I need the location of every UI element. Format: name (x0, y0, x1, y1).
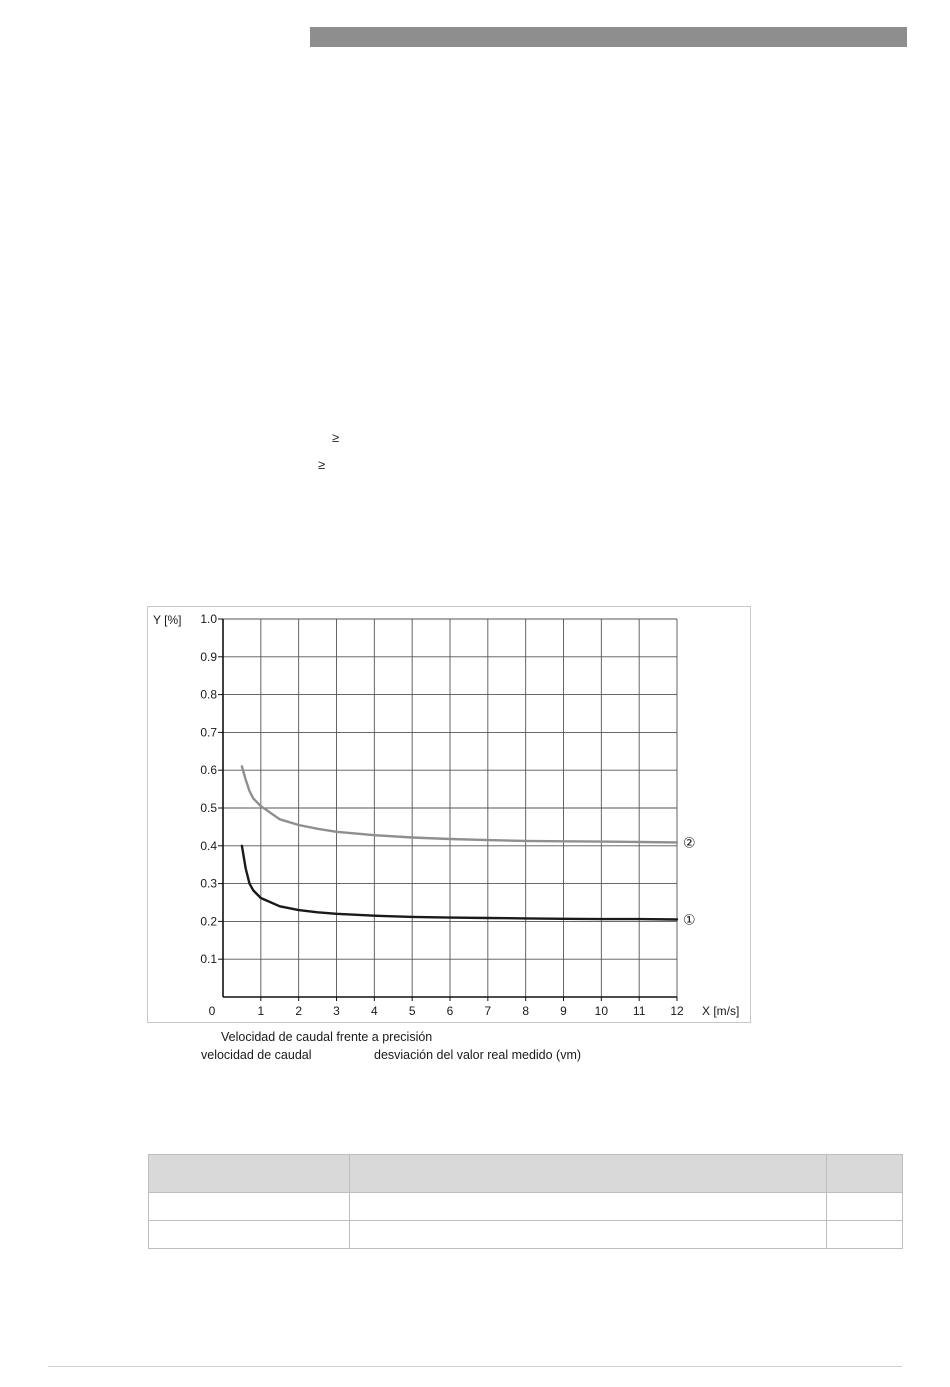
x-tick-label: 6 (446, 1004, 454, 1018)
table-cell (149, 1193, 350, 1221)
table-cell (350, 1221, 827, 1249)
y-tick-label: 0.5 (200, 801, 217, 815)
chart-caption-title: Velocidad de caudal frente a precisión (221, 1030, 433, 1044)
x-tick-label: 0 (208, 1004, 216, 1018)
table-cell (827, 1193, 903, 1221)
x-tick-label: 2 (295, 1004, 303, 1018)
chart-caption-x-desc: velocidad de caudal (201, 1048, 312, 1062)
accuracy-chart (148, 607, 752, 1024)
x-tick-label: 8 (522, 1004, 530, 1018)
greater-equal-symbol: ≥ (318, 457, 326, 472)
y-tick-label: 0.4 (200, 838, 217, 853)
y-axis-label: Y [%] (153, 613, 182, 627)
x-tick-label: 4 (370, 1004, 378, 1018)
y-tick-label: 0.1 (200, 952, 217, 967)
y-tick-label: 0.7 (200, 725, 217, 740)
table-header-row (149, 1155, 903, 1193)
chart-labels (153, 612, 739, 1018)
x-tick-label: 7 (484, 1004, 492, 1018)
series-line (242, 766, 677, 842)
footer-divider (48, 1366, 902, 1367)
spec-table (148, 1154, 903, 1249)
x-tick-label: 11 (632, 1004, 646, 1018)
x-tick-label: 1 (257, 1004, 265, 1018)
y-tick-label: 0.3 (200, 876, 217, 891)
table-cell (350, 1193, 827, 1221)
series-marker-label: ① (683, 912, 696, 929)
table-cell (827, 1221, 903, 1249)
table-header-cell (350, 1155, 827, 1193)
y-tick-label: 0.8 (200, 687, 217, 702)
chart-axes (218, 619, 677, 1001)
table-row (149, 1193, 903, 1221)
x-tick-label: 5 (408, 1004, 416, 1018)
y-tick-label: 0.6 (200, 763, 217, 778)
greater-equal-symbol: ≥ (332, 430, 340, 445)
x-tick-label: 10 (594, 1004, 609, 1018)
table-row (149, 1221, 903, 1249)
table-cell (149, 1221, 350, 1249)
series-line (242, 846, 677, 920)
x-tick-label: 12 (670, 1004, 684, 1018)
header-bar (310, 27, 907, 47)
y-tick-label: 0.2 (200, 914, 217, 929)
y-tick-label: 1.0 (200, 612, 217, 626)
chart-caption-y-desc: desviación del valor real medido (vm) (374, 1048, 582, 1062)
table-header-cell (827, 1155, 903, 1193)
table-header-cell (149, 1155, 350, 1193)
x-axis-label: X [m/s] (702, 1004, 740, 1018)
y-tick-label: 0.9 (200, 649, 217, 664)
x-tick-label: 3 (333, 1004, 340, 1018)
chart-series (242, 766, 677, 919)
chart-grid (223, 619, 677, 997)
x-tick-label: 9 (560, 1004, 567, 1018)
chart-frame (147, 606, 751, 1023)
series-marker-label: ② (683, 835, 696, 852)
